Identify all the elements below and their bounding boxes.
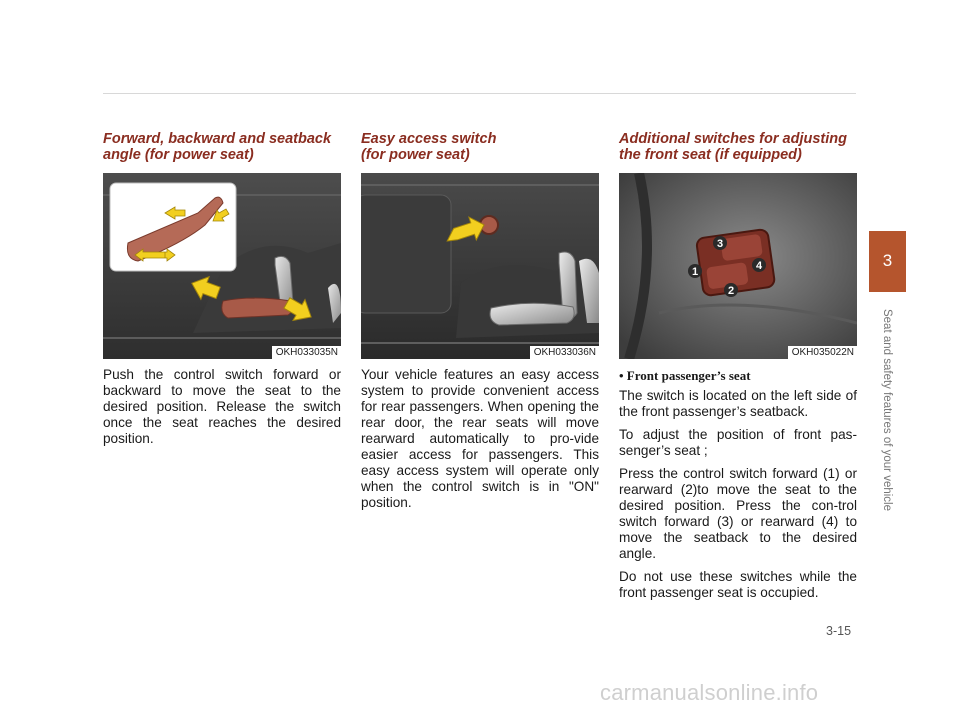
svg-text:4: 4: [755, 260, 763, 272]
passenger-switch-photo: [619, 173, 857, 359]
chapter-tab: 3: [869, 231, 906, 291]
paragraph: Your vehicle features an easy access system to provide convenient access for rear passengers. When opening the rear door, the rear seats will move rearward automatically to pro-vide easier access for passengers. This easy access system will operate only when the control switch is in "ON" position.: [361, 367, 599, 510]
svg-text:1: 1: [691, 266, 699, 278]
chapter-title: Seat and safety features of your vehicle: [881, 308, 893, 512]
paragraph: Press the control switch forward (1) or rearward (2)to move the seat to the desired position. Press the con-trol switch forward (3) or rearward (4) to move the seatback to the desired angle.: [619, 466, 857, 561]
svg-text:3: 3: [716, 238, 724, 250]
image-code: OKH033036N: [530, 346, 599, 359]
image-code: OKH033035N: [272, 346, 341, 359]
seat-cushion-control: [490, 303, 574, 325]
watermark: carmanualsonline.info: [600, 680, 819, 705]
section-easy-access: [361, 131, 599, 511]
paragraph: To adjust the position of front pas-senger’s seat ;: [619, 427, 857, 458]
paragraph: The switch is located on the left side of the front passenger’s seatback.: [619, 388, 857, 419]
top-rule: [103, 93, 856, 94]
section-power-seat: [103, 131, 341, 447]
image-code: OKH035022N: [788, 346, 857, 359]
page-number: 3-15: [826, 624, 852, 638]
power-seat-photo: [103, 173, 341, 359]
svg-text:2: 2: [727, 285, 735, 297]
section-heading: Forward, backward and seatback angle (for power seat): [103, 131, 332, 163]
section-heading: Additional switches for adjusting the front seat (if equipped): [619, 131, 847, 163]
section-heading: Easy access switch (for power seat): [361, 131, 497, 163]
seat-cushion-control: [222, 298, 293, 318]
paragraph: Do not use these switches while the front passenger seat is occupied.: [619, 569, 857, 600]
easy-access-photo: [361, 173, 599, 359]
bullet-front-passenger-seat: • Front passenger’s seat: [619, 368, 751, 383]
section-additional-switches: [619, 131, 857, 601]
chapter-tab-line: [869, 291, 906, 292]
paragraph: Push the control switch forward or backward to move the seat to the desired position. Release the switch once the seat reaches the desired position.: [103, 367, 341, 446]
